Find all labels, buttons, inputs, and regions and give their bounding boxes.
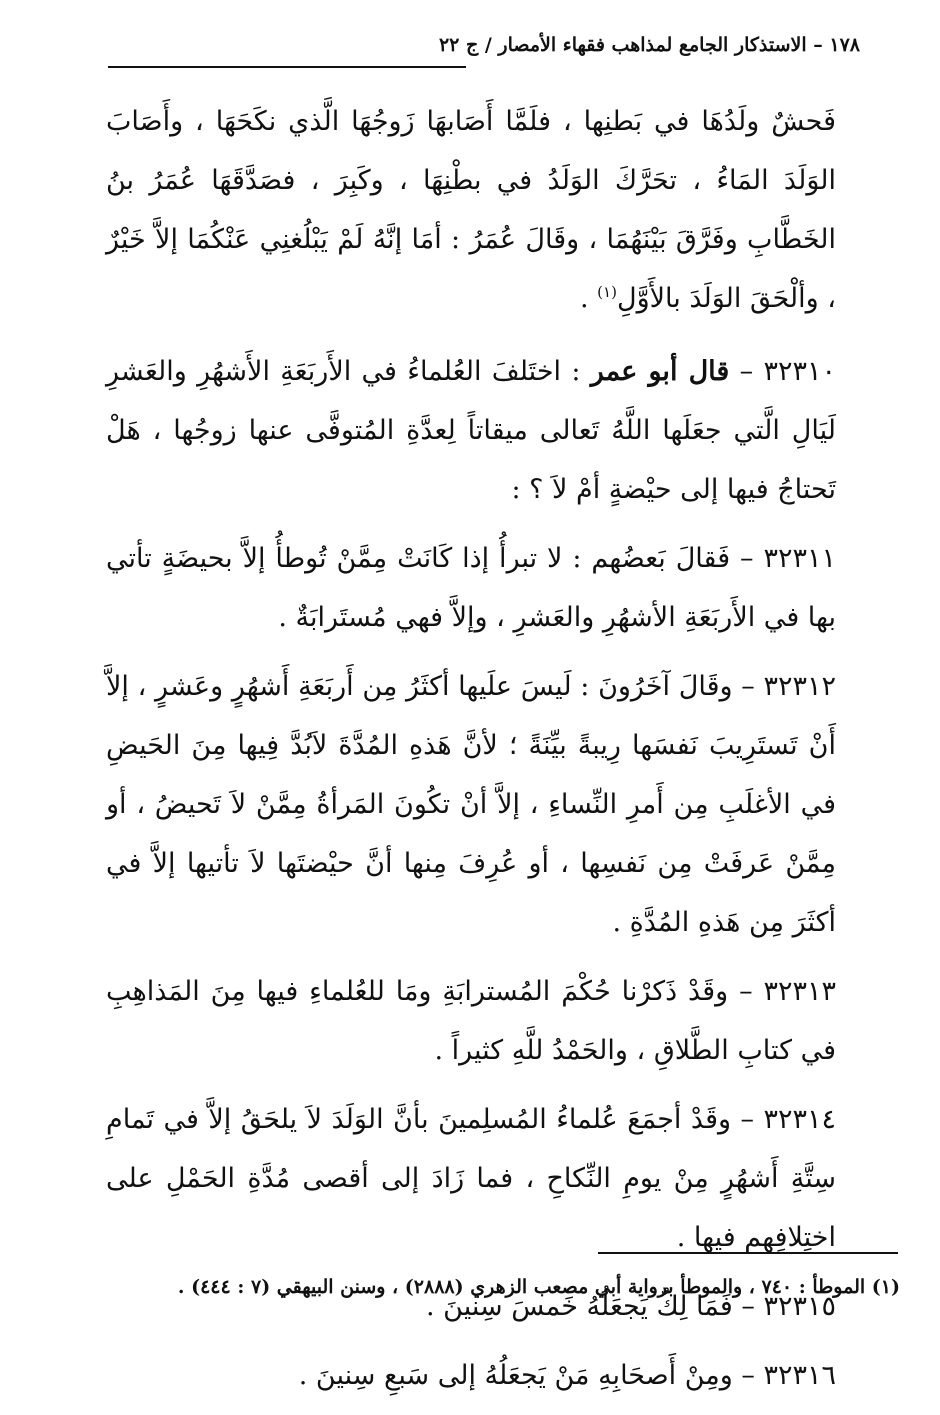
header-rule <box>108 66 466 68</box>
footnote-reference: (١) <box>597 283 617 301</box>
paragraph-continuation <box>106 92 836 328</box>
paragraph-number: ٣٢٣١٣ <box>763 976 836 1007</box>
paragraph-text: : اختَلفَ العُلماءُ في الأَربَعَةِ الأَشهُرِ والعَشرِ لَيَالِ الَّتي جعَلَها اللَّهُ تَعالى ميقاتاً لِعدَّةِ المُتوفَّى عنها زوجُها ، هَلْ تَحتاجُ فيها إلى حيْضةٍ أمْ لاَ ؟ : <box>106 356 836 505</box>
paragraph-text: ومِنْ أَصحَابِهِ مَنْ يَجعَلُهُ إلى سَبعِ سِنينَ . <box>298 1360 733 1391</box>
dash: – <box>739 976 753 1007</box>
dash: – <box>741 1291 755 1322</box>
paragraph-text: وقَالَ آخَرُونَ : لَيسَ علَيها أكثَرُ مِن أَربَعَةِ أَشهُرٍ وعَشرٍ ، إلاَّ أَنْ تَستَرِيبَ نَفسَها رِيبةً بيِّنَةً ؛ لأنَّ هَذهِ المُدَّةَ لاَبُدَّ فِيها مِنَ الحَيضِ في الأغلَبِ مِن أَمرِ النِّساءِ ، إلاَّ أنْ تكُونَ المَرأةُ مِمَّنْ لاَ تَحيضُ ، أو مِمَّنْ عَرفَتْ مِن نَفسِها ، أو عُرِفَ مِنها أنَّ حيْضتَها لاَ تأتيها إلاَّ في أكثَرَ مِن هَذهِ المُدَّةِ . <box>106 671 836 938</box>
paragraph-text: فَمَا لِكٌ يَجعَلُهُ خَمسَ سِنينَ . <box>426 1291 733 1322</box>
paragraph <box>106 1346 836 1405</box>
paragraph-text: فَحشٌ ولَدُهَا في بَطنِها ، فلَمَّا أَصَابهَا زَوجُهَا الَّذي نكَحَهَا ، وأَصَابَ الوَلَدَ المَاءُ ، تحَرَّكَ الوَلَدُ في بطْنِهَا ، وكَبِرَ ، فصَدَّقَهَا عُمَرُ بنُ الخَطَّابِ وفَرَّقَ بَيْنَهُمَا ، وقَالَ عُمَرُ : أمَا إنَّهُ لَمْ يَبْلُغنِي عَنْكُمَا إلاَّ خَيْرٌ ، وألْحَقَ الوَلَدَ بالأَوَّلِ <box>106 106 836 314</box>
dash: – <box>740 543 754 574</box>
running-header: ١٧٨ – الاستذكار الجامع لمذاهب فقهاء الأمصار / ج ٢٢ <box>438 34 860 56</box>
paragraph-end: . <box>580 283 598 314</box>
footnote: (١) الموطأ : ٧٤٠ ، والموطأ برواية أبي مصعب الزهري (٢٨٨٨) ، وسنن البيهقي (٧ : ٤٤٤) . <box>177 1276 900 1298</box>
paragraph <box>106 1090 836 1267</box>
paragraph <box>106 342 836 519</box>
footnote-rule <box>598 1252 898 1254</box>
paragraph-text: فَقالَ بَعضُهم : لا تبرأُ إذا كَانَتْ مِمَّنْ تُوطأُ إلاَّ بحيضَةٍ تأتي بها في الأَربَعَةِ الأشهُرِ والعَشرِ ، وإلاَّ فهي مُستَرابَةٌ . <box>106 543 836 633</box>
paragraph-text: وقَدْ أجمَعَ عُلماءُ المُسلِمينَ بأنَّ الوَلَدَ لاَ يلحَقُ إلاَّ في تَمامِ سِتَّةِ أَشهُرٍ مِنْ يومِ النِّكاحِ ، فما زَادَ إلى أقصى مُدَّةِ الحَمْلِ على اختِلافِهم فيها . <box>106 1104 836 1253</box>
paragraph-number: ٣٢٣١٤ <box>763 1104 836 1135</box>
paragraph-number: ٣٢٣١٥ <box>763 1291 836 1322</box>
paragraph <box>106 657 836 952</box>
paragraph <box>106 962 836 1080</box>
paragraph-number: ٣٢٣١٦ <box>763 1360 836 1391</box>
speaker: قال أبو عمر <box>590 356 730 387</box>
dash: – <box>740 1104 754 1135</box>
paragraph-text: وقَدْ ذَكرْنا حُكْمَ المُسترابَةِ ومَا للعُلماءِ فيها مِنَ المَذاهِبِ في كتابِ الطَّلاقِ ، والحَمْدُ للَّهِ كثيراً . <box>106 976 836 1066</box>
body-text <box>106 92 836 1415</box>
paragraph-number: ٣٢٣١١ <box>763 543 836 574</box>
dash: – <box>741 671 755 702</box>
dash: – <box>739 356 754 387</box>
paragraph-number: ٣٢٣١٢ <box>763 671 836 702</box>
dash: – <box>741 1360 755 1391</box>
paragraph-number: ٣٢٣١٠ <box>763 356 836 387</box>
paragraph <box>106 529 836 647</box>
